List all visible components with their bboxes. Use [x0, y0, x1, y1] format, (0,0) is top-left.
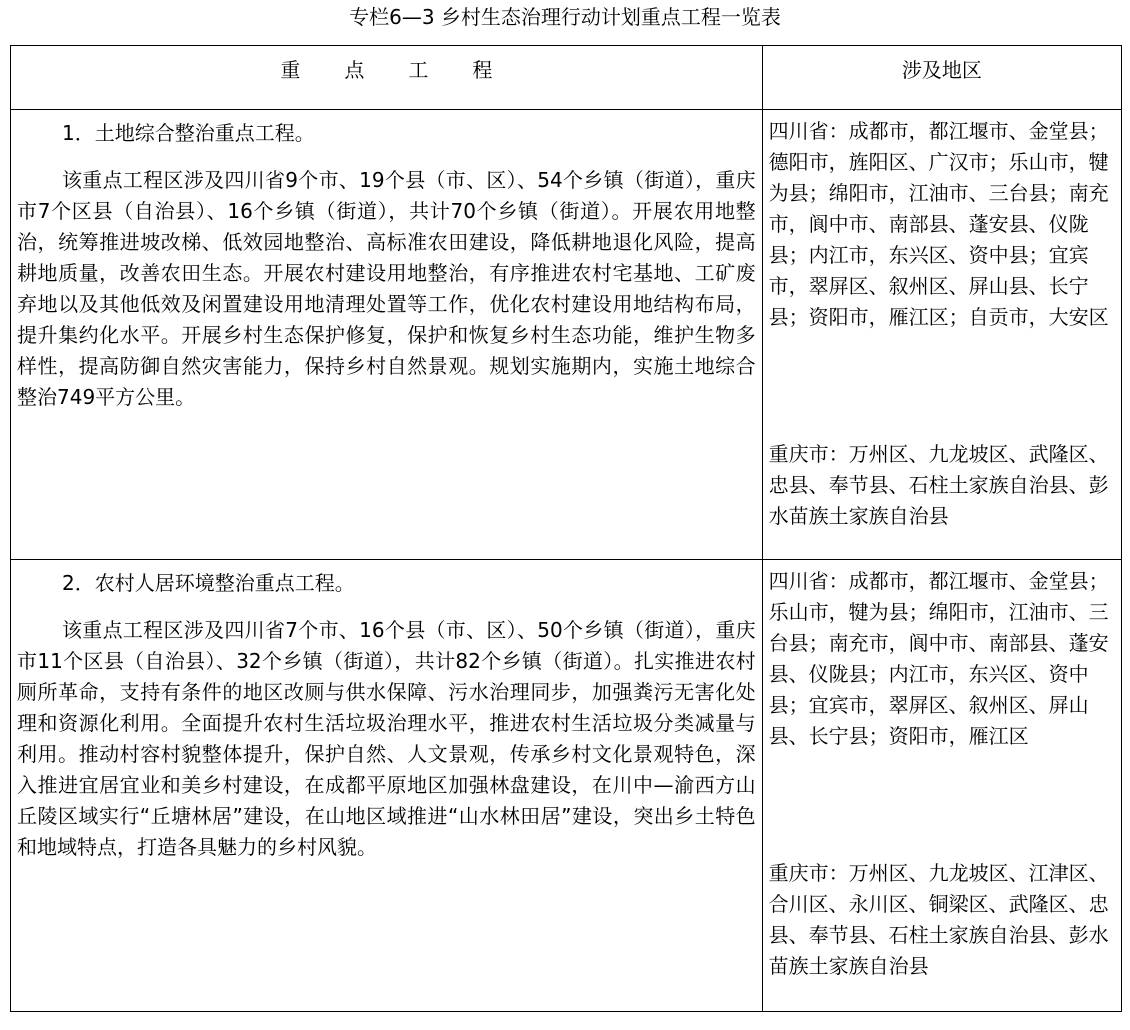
table-title: 专栏6—3 乡村生态治理行动计划重点工程一览表	[349, 5, 781, 29]
region-chongqing: 重庆市：万州区、九龙坡区、武隆区、忠县、奉节县、石柱土家族自治县、彭水苗族土家族自治县	[768, 442, 1109, 528]
header-region: 涉及地区	[762, 46, 1121, 110]
project-description: 该重点工程区涉及四川省9个市、19个县（市、区）、54个乡镇（街道），重庆市7个区县（自治县）、16个乡镇（街道），共计70个乡镇（街道）。开展农用地整治，统筹推进坡改梯、低效园地整治、高标准农田建设，降低耕地退化风险，提高耕地质量，改善农田生态。开展农村建设用地整治，有序推进农村宅基地、工矿废弃地以及其他低效及闲置建设用地清理处置等工作，优化农村建设用地结构布局，提升集约化水平。开展乡村生态保护修复，保护和恢复乡村生态功能，维护生物多样性，提高防御自然灾害能力，保持乡村自然景观。规划实施期内，实施土地综合整治749平方公里。	[17, 168, 756, 409]
table-row	[11, 560, 1122, 1012]
header-char: 工	[408, 58, 429, 82]
project-cell	[11, 560, 763, 1012]
project-heading: 1．土地综合整治重点工程。	[62, 121, 315, 145]
header-char: 重	[280, 58, 301, 82]
region-sichuan: 四川省：成都市，都江堰市、金堂县；乐山市，犍为县；绵阳市，江油市、三台县；南充市，阆中市、南部县、蓬安县、仪陇县；内江市，东兴区、资中县；宜宾市，翠屏区、叙州区、屏山县、长宁县；资阳市，雁江区	[768, 569, 1109, 748]
region-cell	[762, 560, 1121, 1012]
table-header-row	[11, 46, 1122, 110]
table-row	[11, 110, 1122, 560]
header-char: 点	[344, 58, 365, 82]
region-chongqing: 重庆市：万州区、九龙坡区、江津区、合川区、永川区、铜梁区、武隆区、忠县、奉节县、石柱土家族自治县、彭水苗族土家族自治县	[768, 861, 1109, 978]
header-key-project	[11, 46, 763, 110]
project-heading: 2．农村人居环境整治重点工程。	[62, 571, 355, 595]
region-sichuan: 四川省：成都市，都江堰市、金堂县；德阳市，旌阳区、广汉市；乐山市，犍为县；绵阳市，江油市、三台县；南充市，阆中市、南部县、蓬安县、仪陇县；内江市，东兴区、资中县；宜宾市，翠屏区、叙州区、屏山县、长宁县；资阳市，雁江区；自贡市，大安区	[768, 119, 1109, 329]
key-projects-table	[10, 45, 1122, 1012]
project-description: 该重点工程区涉及四川省7个市、16个县（市、区）、50个乡镇（街道），重庆市11个区县（自治县）、32个乡镇（街道），共计82个乡镇（街道）。扎实推进农村厕所革命，支持有条件的地区改厕与供水保障、污水治理同步，加强粪污无害化处理和资源化利用。全面提升农村生活垃圾治理水平，推进农村生活垃圾分类减量与利用。推动村容村貌整体提升，保护自然、人文景观，传承乡村文化景观特色，深入推进宜居宜业和美乡村建设，在成都平原地区加强林盘建设，在川中—渝西方山丘陵区域实行“丘塘林居”建设，在山地区域推进“山水林田居”建设，突出乡土特色和地域特点，打造各具魅力的乡村风貌。	[17, 618, 756, 859]
project-cell	[11, 110, 763, 560]
header-char: 程	[472, 58, 493, 82]
region-cell	[762, 110, 1121, 560]
